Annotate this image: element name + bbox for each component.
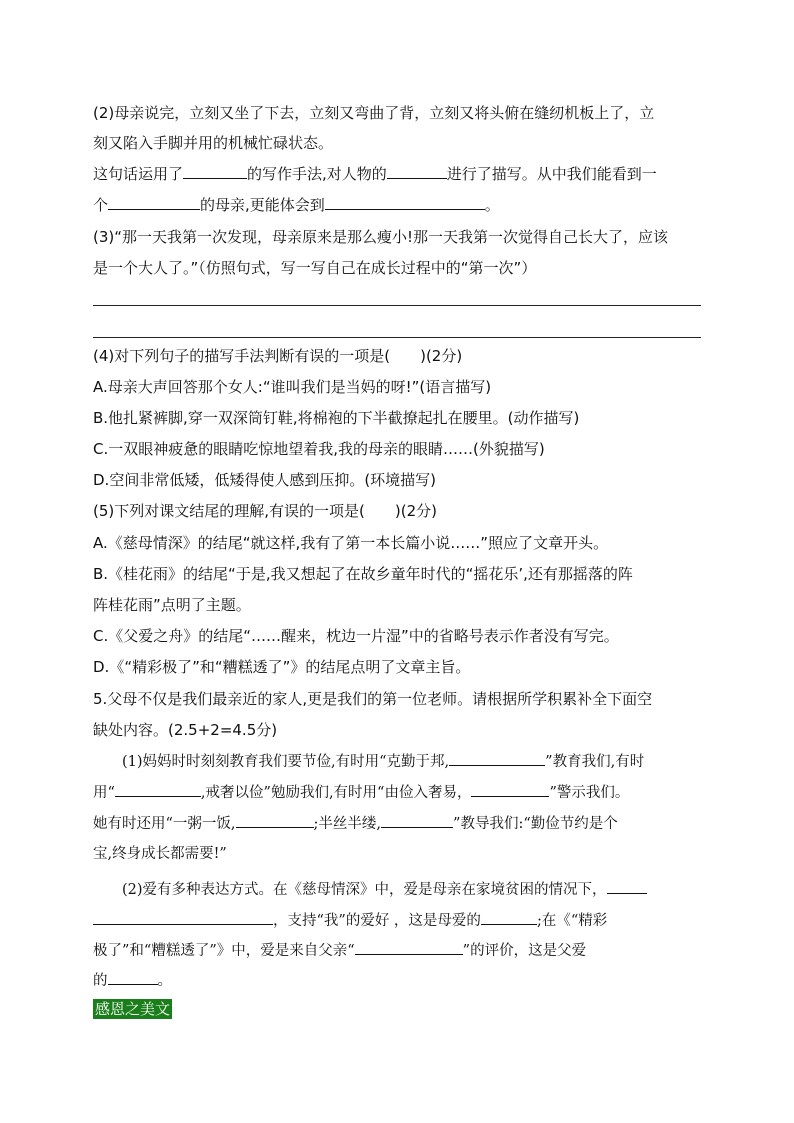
s5-text: 她有时还用“一粥一饭, bbox=[93, 816, 236, 832]
section-heading-tag: 感恩之美文 bbox=[95, 1000, 171, 1018]
s5-text: ,戒奢以俭”勉励我们,有时用“由俭入奢易， bbox=[200, 785, 472, 801]
answer-blank[interactable] bbox=[115, 782, 201, 797]
section5-line-2: 缺处内容。(2.5+2=4.5分) bbox=[93, 721, 278, 739]
s5-text: 极了”和“糟糕透了”》中，爱是来自父亲“ bbox=[93, 943, 355, 959]
answer-blank[interactable] bbox=[108, 970, 158, 985]
q3-line-1: (3)“那一天我第一次发现，母亲原来是那么瘦小!那一天我第一次觉得自己长大了，应该 bbox=[93, 228, 669, 246]
s5-text: ，支持“我”的爱好 ，这是母爱的 bbox=[273, 913, 481, 929]
q3-line-2: 是一个大人了。”（仿照句式，写一写自己在成长过程中的“第一次”） bbox=[93, 259, 537, 277]
answer-line[interactable] bbox=[93, 305, 701, 306]
q2-text: 的写作手法,对人物的 bbox=[247, 165, 387, 183]
answer-blank[interactable] bbox=[183, 164, 247, 179]
s5-1-line-1 bbox=[122, 751, 705, 772]
answer-blank[interactable] bbox=[325, 195, 485, 210]
q5-option-b-line-1: B.《桂花雨》的结尾“于是,我又想起了在故乡童年时代的“摇花乐’,还有那摇落的阵 bbox=[93, 565, 633, 583]
answer-blank[interactable] bbox=[108, 195, 200, 210]
q5-option-d: D.《“精彩极了”和“糟糕透了”》的结尾点明了文章主旨。 bbox=[93, 658, 471, 676]
s5-2-line-3 bbox=[93, 940, 705, 961]
q2-line-3 bbox=[93, 164, 705, 184]
s5-2-line-4 bbox=[93, 970, 705, 991]
s5-text: ;半丝半缕, bbox=[313, 816, 382, 832]
q2-text: 。 bbox=[484, 196, 500, 214]
s5-1-line-4: 宝,终身成长都需要!” bbox=[93, 846, 227, 862]
s5-text: ”教导我们:“勤俭节约是个 bbox=[453, 816, 618, 832]
answer-blank[interactable] bbox=[381, 813, 453, 828]
s5-text: ”教育我们,有时 bbox=[545, 754, 645, 770]
s5-text: (1)妈妈时时刻刻教育我们要节俭,有时用“克勤于邦, bbox=[122, 754, 450, 770]
answer-blank[interactable] bbox=[481, 910, 537, 925]
q2-text: 的母亲,更能体会到 bbox=[200, 196, 325, 214]
q2-line-1: (2)母亲说完，立刻又坐了下去，立刻又弯曲了背，立刻又将头俯在缝纫机板上了，立 bbox=[93, 104, 655, 122]
s5-1-line-3 bbox=[93, 813, 705, 834]
q2-text: 个 bbox=[93, 196, 109, 214]
q5-option-a: A.《慈母情深》的结尾“就这样,我有了第一本长篇小说……”照应了文章开头。 bbox=[93, 534, 609, 552]
answer-blank[interactable] bbox=[355, 940, 463, 955]
q4-option-d: D.空间非常低矮，低矮得使人感到压抑。(环境描写) bbox=[93, 471, 437, 489]
s5-2-line-1 bbox=[122, 879, 705, 900]
q5-option-c: C.《父爱之舟》的结尾“……醒来，枕边一片湿”中的省略号表示作者没有写完。 bbox=[93, 627, 619, 645]
s5-text: 的 bbox=[93, 973, 108, 989]
answer-blank[interactable] bbox=[93, 910, 273, 925]
s5-1-line-2 bbox=[93, 782, 705, 803]
s5-text: (2)爱有多种表达方式。在《慈母情深》中，爱是母亲在家境贫困的情况下， bbox=[122, 882, 607, 898]
s5-2-line-2 bbox=[93, 910, 705, 931]
q4-option-b: B.他扎紧裤脚,穿一双深筒钉鞋,将棉袍的下半截撩起扎在腰里。(动作描写) bbox=[93, 409, 580, 427]
answer-blank[interactable] bbox=[471, 782, 549, 797]
s5-text: ”警示我们。 bbox=[549, 785, 630, 801]
answer-blank[interactable] bbox=[449, 751, 545, 766]
q5-option-b-line-2: 阵桂花雨”点明了主题。 bbox=[93, 596, 251, 614]
s5-text: 。 bbox=[157, 973, 172, 989]
answer-blank[interactable] bbox=[236, 813, 314, 828]
q2-text: 进行了描写。从中我们能看到一 bbox=[446, 165, 657, 183]
q2-line-2: 刻又陷入手脚并用的机械忙碌状态。 bbox=[93, 134, 334, 152]
answer-blank[interactable] bbox=[607, 879, 647, 894]
s5-text: ;在《“精彩 bbox=[536, 913, 608, 929]
s5-text: 用“ bbox=[93, 785, 115, 801]
q4-option-c: C.一双眼神疲惫的眼睛吃惊地望着我,我的母亲的眼睛……(外貌描写) bbox=[93, 440, 545, 458]
q4-stem: (4)对下列句子的描写手法判断有误的一项是( )(2分) bbox=[93, 347, 463, 365]
q4-option-a: A.母亲大声回答那个女人:“谁叫我们是当妈的呀!”(语言描写) bbox=[93, 378, 492, 396]
q2-text: 这句话运用了 bbox=[93, 165, 184, 183]
q2-line-4 bbox=[93, 195, 705, 215]
section5-line-1: 5.父母不仅是我们最亲近的家人,更是我们的第一位老师。请根据所学积累补全下面空 bbox=[93, 690, 653, 708]
answer-blank[interactable] bbox=[387, 164, 447, 179]
q5-stem: (5)下列对课文结尾的理解,有误的一项是( )(2分) bbox=[93, 502, 437, 520]
s5-text: ”的评价，这是父爱 bbox=[462, 943, 587, 959]
answer-line[interactable] bbox=[93, 337, 701, 338]
